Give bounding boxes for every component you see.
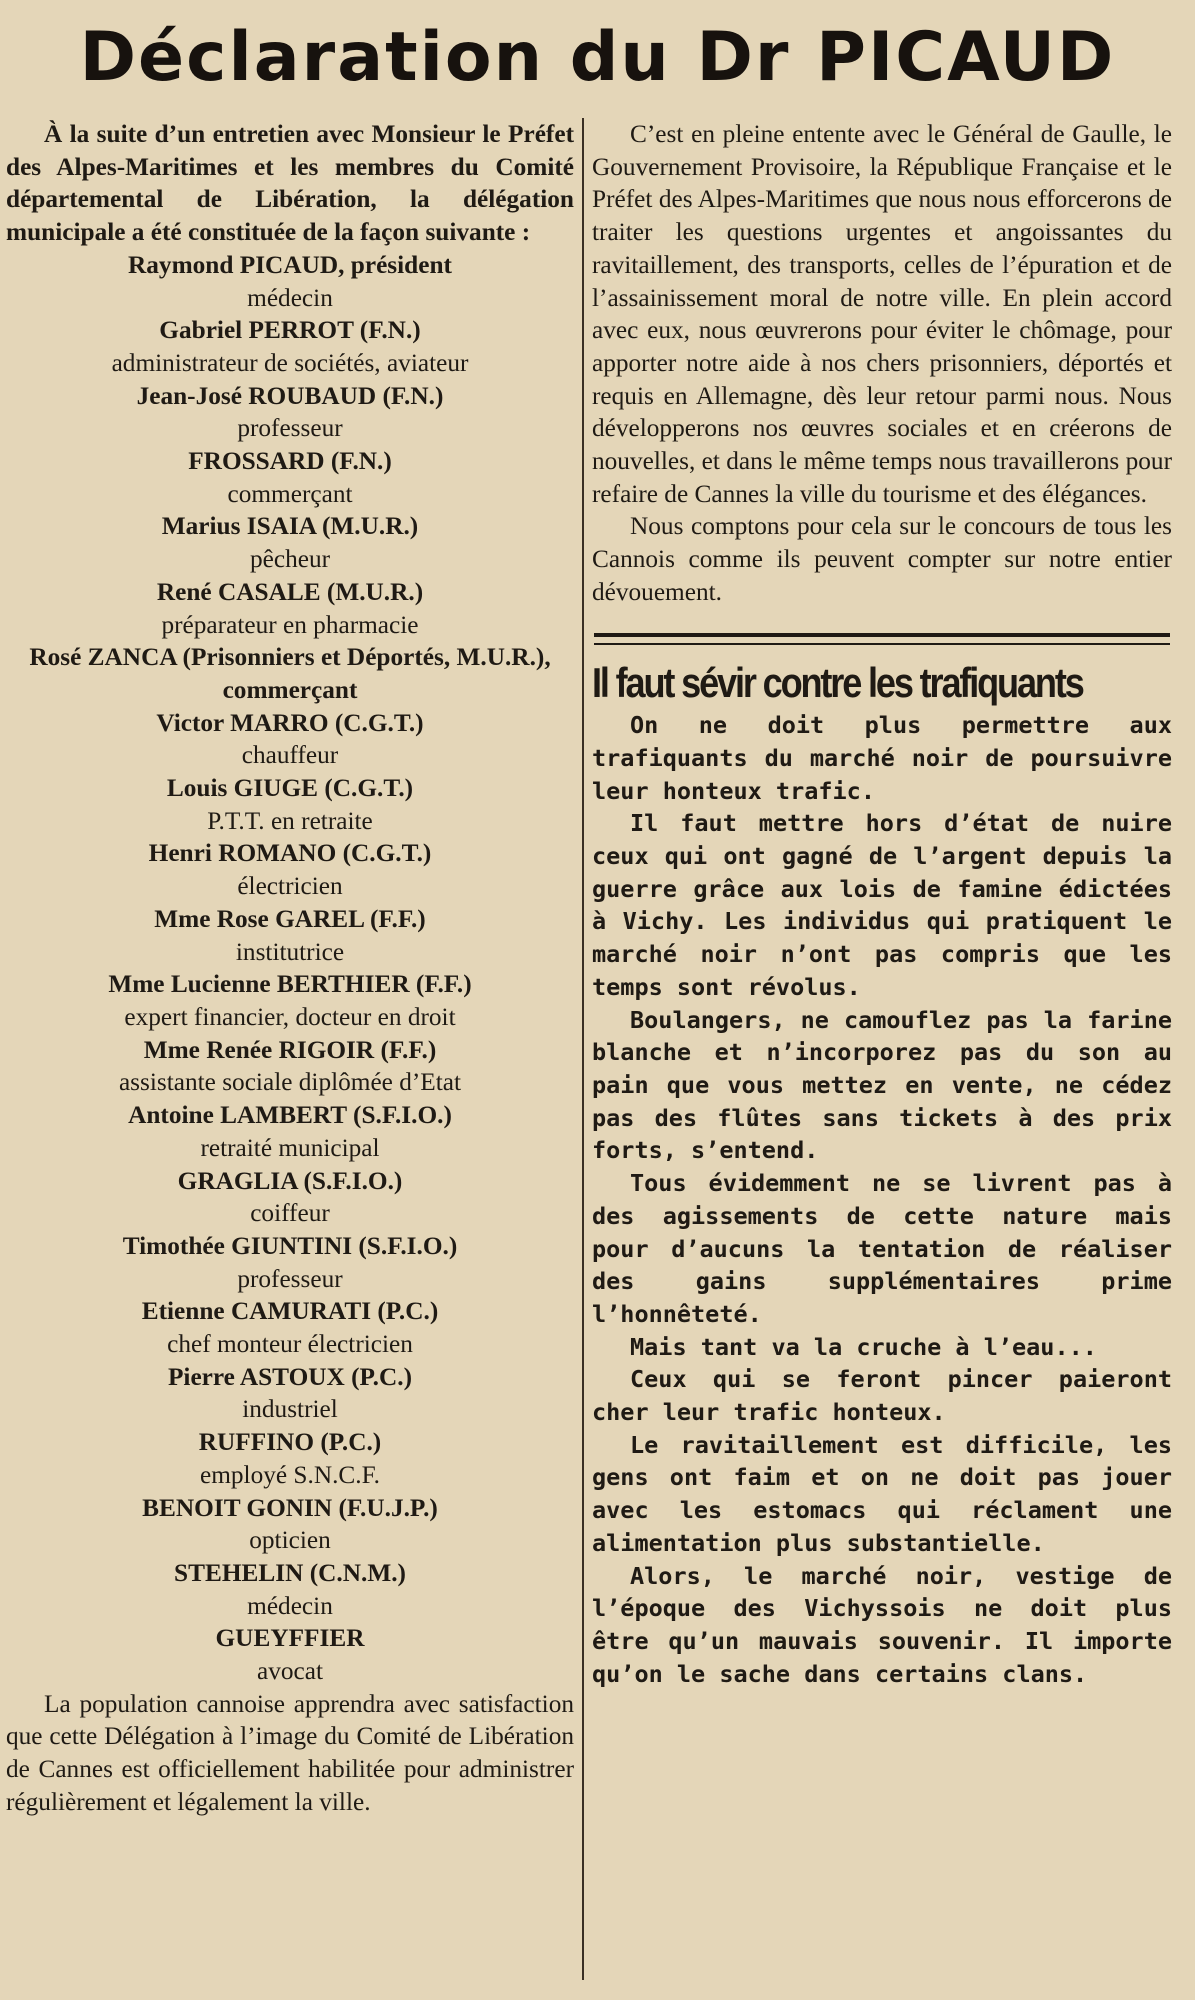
- intro-paragraph: À la suite d’un entretien avec Monsieur le Préfet des Alpes-Maritimes et les membres du Comité départemental de Libération, la délégation municipale a été constituée de la façon suivante :: [6, 120, 574, 247]
- article-paragraph: Ceux qui se feront pincer paieront cher leur trafic honteux.: [592, 1365, 1172, 1427]
- roster-entry: [6, 249, 574, 314]
- continuation-paragraph: C’est en pleine entente avec le Général de Gaulle, le Gouvernement Provisoire, la République Française et le Préfet des Alpes-Maritimes que nous nous efforcerons de traiter les questions urgentes et angoissantes du ravitaillement, des transports, celles de l’épuration et de l’assainissement moral de notre ville. En plein accord avec eux, nous œuvrerons pour éviter le chômage, pour apporter notre aide à nos chers prisonniers, déportés et requis en Allemagne, dès leur retour parmi nous. Nous développerons nos œuvres sociales et en créerons de nouvelles, et dans le même temps nous travaillerons pour refaire de Cannes la ville du tourisme et des élégances.: [592, 120, 1172, 508]
- member-role: pêcheur: [249, 545, 331, 574]
- member-name: Pierre ASTOUX (P.C.): [167, 1362, 413, 1391]
- member-name: GRAGLIA (S.F.I.O.): [177, 1166, 403, 1195]
- roster-entry: [6, 903, 574, 968]
- roster-entry: [6, 1492, 574, 1557]
- roster-entry: [6, 1165, 574, 1230]
- member-role: P.T.T. en retraite: [207, 806, 373, 835]
- member-name: Rosé ZANCA (Prisonniers et Déportés, M.U.R.), commerçant: [29, 643, 551, 704]
- article-paragraph: Le ravitaillement est difficile, les gens ont faim et on ne doit pas jouer avec les estomacs qui réclament une alimentation plus substantielle.: [592, 1430, 1172, 1557]
- member-role: préparateur en pharmacie: [161, 610, 419, 639]
- member-name: Timothée GIUNTINI (S.F.I.O.): [122, 1231, 458, 1260]
- member-name: Mme Lucienne BERTHIER (F.F.): [108, 970, 472, 999]
- left-column: [6, 118, 574, 1819]
- member-name: Etienne CAMURATI (P.C.): [141, 1297, 439, 1326]
- member-name: BENOIT GONIN (F.U.J.P.): [142, 1493, 438, 1522]
- member-name: Henri ROMANO (C.G.T.): [148, 839, 432, 868]
- roster-entry: [6, 510, 574, 575]
- member-name: Victor MARRO (C.G.T.): [156, 708, 424, 737]
- roster-entry: [6, 1034, 574, 1099]
- member-role: opticien: [249, 1526, 331, 1555]
- member-role: industriel: [242, 1395, 338, 1424]
- delegation-roster: [6, 249, 574, 1688]
- member-name: Jean-José ROUBAUD (F.N.): [136, 381, 444, 410]
- roster-entry: [6, 1557, 574, 1622]
- roster-entry: [6, 576, 574, 641]
- member-name: RUFFINO (P.C.): [198, 1428, 382, 1457]
- article-paragraph: Tous évidemment ne se livrent pas à des agissements de cette nature mais pour d’aucuns la tentation de réaliser des gains supplémentaires prime l’honnêteté.: [592, 1169, 1172, 1328]
- member-role: chauffeur: [241, 741, 339, 770]
- roster-entry: [6, 1426, 574, 1491]
- right-column: [592, 118, 1172, 1690]
- article-paragraph: Alors, le marché noir, vestige de l’époque des Vichyssois ne doit plus être qu’un mauvais souvenir. Il importe qu’on le sache dans certains clans.: [592, 1561, 1172, 1688]
- member-name: René CASALE (M.U.R.): [156, 577, 424, 606]
- roster-entry: [6, 968, 574, 1033]
- member-name: STEHELIN (C.N.M.): [174, 1558, 406, 1587]
- member-name: Louis GIUGE (C.G.T.): [166, 774, 414, 803]
- member-role: expert financier, docteur en droit: [124, 1002, 456, 1031]
- member-role: institutrice: [235, 937, 345, 966]
- member-role: avocat: [256, 1657, 323, 1686]
- member-role: retraité municipal: [200, 1133, 380, 1162]
- member-name: Antoine LAMBERT (S.F.I.O.): [128, 1101, 452, 1130]
- roster-entry: [6, 772, 574, 837]
- member-role: professeur: [237, 414, 343, 443]
- roster-entry: [6, 837, 574, 902]
- member-role: employé S.N.C.F.: [200, 1460, 380, 1489]
- roster-entry: [6, 1622, 574, 1687]
- member-role: chef monteur électricien: [167, 1330, 413, 1359]
- roster-entry: [6, 314, 574, 379]
- second-article-body: [592, 709, 1172, 1690]
- member-role: médecin: [247, 1591, 333, 1620]
- member-name: GUEYFFIER: [215, 1624, 365, 1653]
- continuation-paragraph: Nous comptons pour cela sur le concours de tous les Cannois comme ils peuvent compter sur notre entier dévouement.: [592, 512, 1172, 606]
- member-role: administrateur de sociétés, aviateur: [111, 348, 469, 377]
- roster-entry: [6, 1230, 574, 1295]
- roster-entry: [6, 445, 574, 510]
- article-paragraph: Mais tant va la cruche à l’eau...: [630, 1332, 1097, 1361]
- member-name: Mme Rose GAREL (F.F.): [154, 904, 426, 933]
- roster-entry: [6, 1361, 574, 1426]
- member-role: commerçant: [227, 479, 353, 508]
- member-name: Gabriel PERROT (F.N.): [159, 316, 421, 345]
- member-name: Marius ISAIA (M.U.R.): [161, 512, 419, 541]
- closing-paragraph: La population cannoise apprendra avec satisfaction que cette Délégation à l’image du Comité de Libération de Cannes est officiellement habilitée pour administrer régulièrement et légalement la ville.: [6, 1689, 574, 1816]
- member-role: coiffeur: [250, 1199, 330, 1228]
- article-paragraph: Boulangers, ne camouflez pas la farine blanche et n’incorporez pas du son au pain que vous mettez en vente, ne cédez pas des flûtes sans tickets à des prix forts, s’entend.: [592, 1005, 1172, 1165]
- roster-entry: [6, 641, 574, 706]
- second-article-title: Il faut sévir contre les trafiquants: [592, 658, 1083, 706]
- roster-entry: [6, 1099, 574, 1164]
- member-role: professeur: [237, 1264, 343, 1293]
- member-name: Raymond PICAUD, président: [128, 250, 452, 279]
- roster-entry: [6, 1295, 574, 1360]
- member-name: Mme Renée RIGOIR (F.F.): [143, 1035, 437, 1064]
- article-title: Déclaration du Dr PICAUD: [79, 18, 1116, 97]
- member-role: médecin: [247, 283, 333, 312]
- member-role: assistante sociale diplômée d’Etat: [118, 1068, 462, 1097]
- member-name: FROSSARD (F.N.): [188, 447, 392, 476]
- column-divider: [582, 118, 584, 1980]
- section-divider: [594, 633, 1170, 645]
- article-paragraph: Il faut mettre hors d’état de nuire ceux qui ont gagné de l’argent depuis la guerre grâce aux lois de famine édictées à Vichy. Les individus qui pratiquent le marché noir n’ont pas compris que les temps sont révolus.: [592, 809, 1172, 1001]
- roster-entry: [6, 707, 574, 772]
- roster-entry: [6, 380, 574, 445]
- article-paragraph: On ne doit plus permettre aux trafiquants du marché noir de poursuivre leur honteux trafic.: [592, 711, 1172, 805]
- member-role: électricien: [237, 872, 343, 901]
